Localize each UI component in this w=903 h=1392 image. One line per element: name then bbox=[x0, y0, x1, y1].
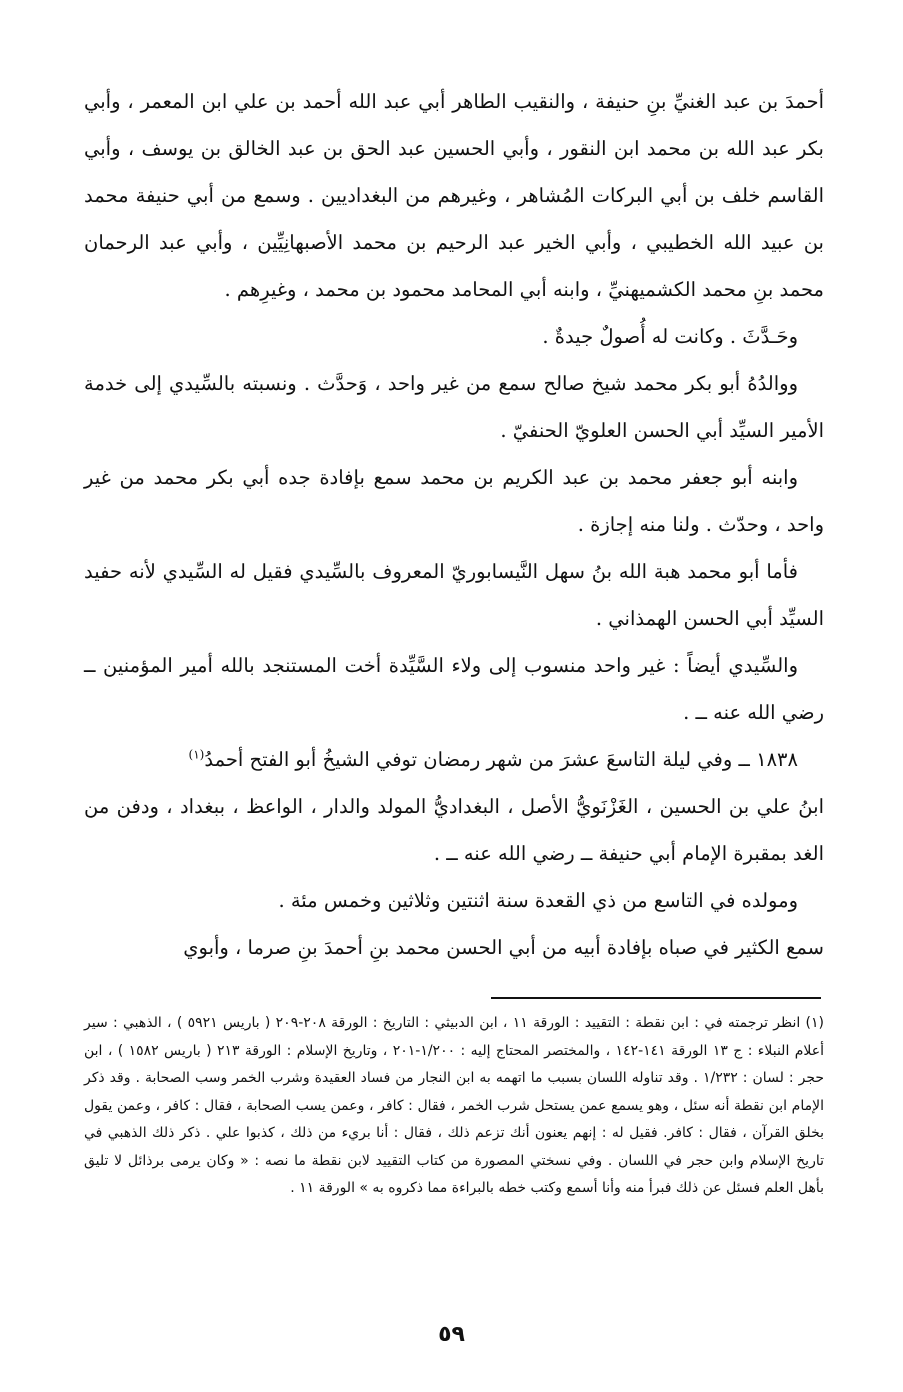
footnote-1: (١) انظر ترجمته في : ابن نقطة : التقييد : الورقة ١١ ، ابن الدبيثي : التاريخ : الورقة ٢٠٨-٢٠٩ ( باريس ٥٩٢١ ) ، الذهبي : سير أعلام النبلاء : ج ١٣ الورقة ١٤١-١٤٢ ، والمختصر المحتاج إليه : ١/٢٠٠-٢٠١ ، وتاريخ الإسلام : الورقة ٢١٣ ( باريس ١٥٨٢ ) ، ابن حجر : لسان : ١/٢٣٢ . وقد تناوله اللسان بسبب ما اتهمه به ابن النجار من فساد العقيدة وشرب الخمر وسب الصحابة . وقد ذكر الإمام ابن نقطة أنه سئل ، وهو يسمع عمن يستحل شرب الخمر ، فقال : كافر ، وعمن يسب الصحابة ، فقال : كافر ، وعمن يقول بخلق القرآن ، فقال : كافر. فقيل له : إنهم يعنون أنك تزعم ذلك ، فقال : أنا بريء من ذلك ، كذبوا علي . ذكر ذلك الذهبي في تاريخ الإسلام وابن حجر في اللسان . وفي نسختي المصورة من كتاب التقييد لابن نقطة ما نصه : « وكان يرمى برذائل لا تليق بأهل العلم فسئل عن ذلك فبرأ منه وأنا أسمع وكتب خطه بالبراءة مما ذكروه به » الورقة ١١ . bbox=[84, 1015, 825, 1196]
footnote-reference-mark: (١) bbox=[188, 747, 205, 762]
paragraph-narrated: وحَـدَّثَ . وكانت له أُصولٌ جيدةٌ . bbox=[542, 325, 798, 348]
footnote-divider bbox=[491, 997, 821, 999]
paragraph-continued-list: أحمدَ بن عبد الغنيِّ بنِ حنيفة ، والنقيب الطاهر أبي عبد الله أحمد بن علي ابن المعمر ، وأبي بكر عبد الله بن محمد ابن النقور ، وأبي الحسين عبد الحق بن عبد الخالق بن يوسف ، وأبي القاسم خلف بن أبي البركات المُشاهر ، وغيرهم من البغداديين . وسمع من أبي حنيفة محمد بن عبيد الله الخطيبي ، وأبي الخير عبد الرحيم بن محمد الأصبهانِيِّين ، وأبي عبد الرحمان محمد بنِ محمد الكشميهنيِّ ، وابنه أبي المحامد محمود بن محمد ، وغيرِهم . bbox=[84, 90, 824, 301]
page-number: ٥٩ bbox=[438, 1322, 465, 1347]
paragraph-as-sayyidi: فأما أبو محمد هبة الله بنُ سهل النَّيسابوريّ المعروف بالسِّيدي فقيل له السِّيدي لأنه حفيد السيِّد أبي الحسن الهمذاني . bbox=[84, 560, 824, 630]
entry-1838-continued: ابنُ علي بن الحسين ، الغَزْنَويُّ الأصل ، البغداديُّ المولد والدار ، الواعظ ، ببغداد ، ودفن من الغد بمقبرة الإمام أبي حنيفة ــ رضي الله عنه ــ . bbox=[84, 795, 824, 865]
footnotes bbox=[84, 1010, 824, 1203]
paragraph-as-sayyidi-also: والسِّيدي أيضاً : غير واحد منسوب إلى ولاء السَّيِّدة أخت المستنجد بالله أمير المؤمنين ــ رضي الله عنه ــ . bbox=[84, 654, 824, 724]
paragraph-father: ووالدُهُ أبو بكر محمد شيخ صالح سمع من غير واحد ، وَحدَّث . ونسبته بالسِّيدي إلى خدمة الأمير السيِّد أبي الحسن العلويّ الحنفيّ . bbox=[84, 372, 824, 442]
entry-1838-text: ١٨٣٨ ــ وفي ليلة التاسعَ عشرَ من شهر رمضان توفي الشيخُ أبو الفتح أحمدُ bbox=[204, 748, 798, 771]
main-text bbox=[84, 78, 824, 971]
paragraph-birth: ومولده في التاسع من ذي القعدة سنة اثنتين وثلاثين وخمس مئة . bbox=[278, 889, 798, 912]
paragraph-heard: سمع الكثير في صباه بإفادة أبيه من أبي الحسن محمد بنِ أحمدَ بنِ صرما ، وأبوي bbox=[183, 936, 824, 959]
entry-1838-heading bbox=[84, 736, 824, 783]
paragraph-son: وابنه أبو جعفر محمد بن عبد الكريم بن محمد سمع بإفادة جده أبي بكر محمد من غير واحد ، وحدّث . ولنا منه إجازة . bbox=[84, 466, 824, 536]
